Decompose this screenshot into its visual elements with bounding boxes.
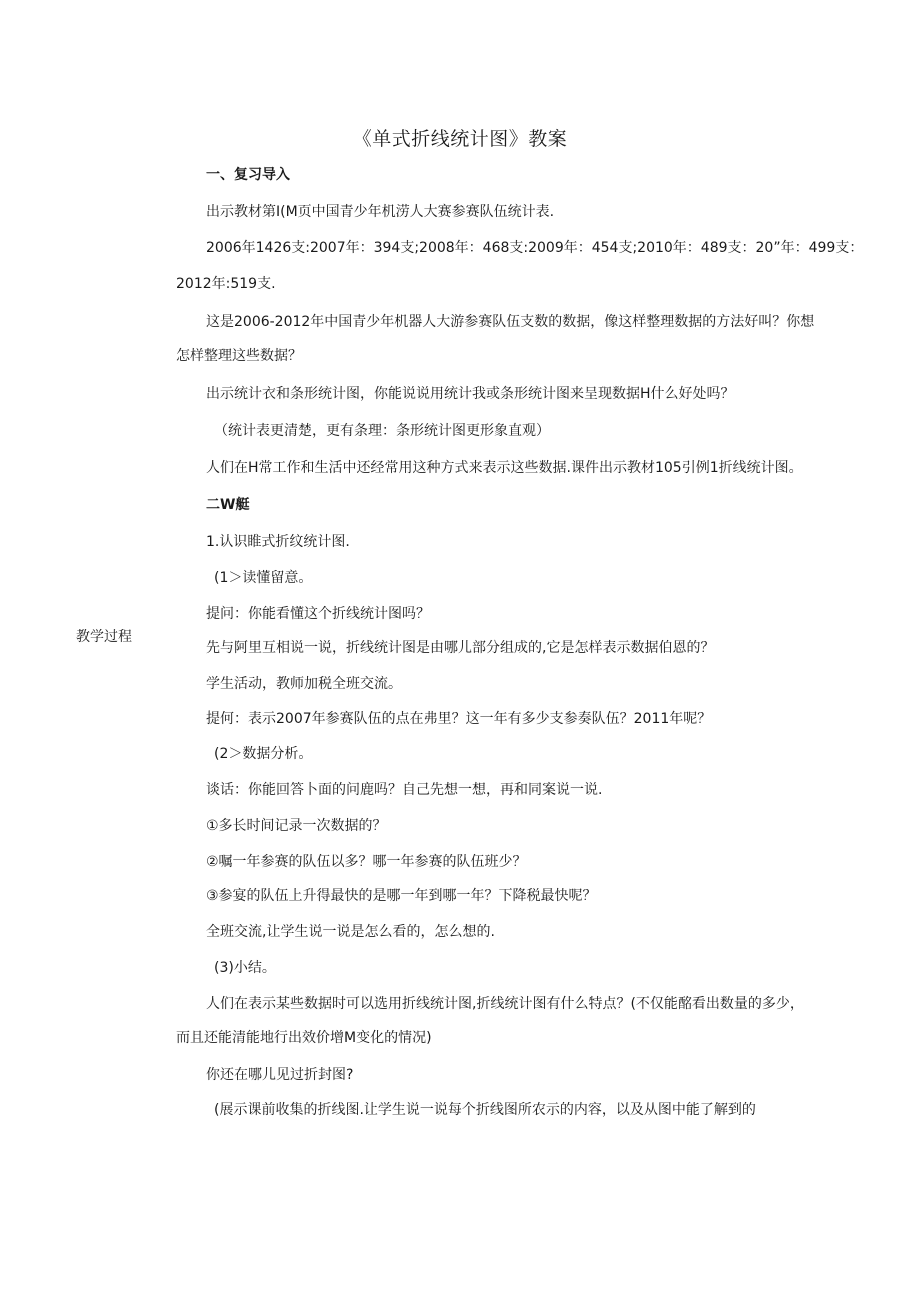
paragraph-line: 先与阿里互相说一说，折线统计图是由哪儿部分组成的,它是怎样表示数据伯恩的？ bbox=[206, 640, 715, 656]
paragraph-line: 出示教材第I(M页中国青少年机涝人大赛参赛队伍统计表. bbox=[206, 204, 555, 220]
paragraph-line: 怎样整理这些数据？ bbox=[176, 348, 302, 364]
paragraph-line: 人们在表示某些数据时可以选用折线统计图,折线统计图有什么特点？(不仅能酩看出数量的多少， bbox=[206, 996, 804, 1012]
paragraph-line: (展示课前收集的折线图.让学生说一说每个折线图所农示的内容，以及从图中能了解到的 bbox=[214, 1102, 756, 1118]
paragraph-line: （统计表更清楚，更有条理：条形统计图更形象直观） bbox=[214, 423, 550, 439]
paragraph-line: ②嘱一年参赛的队伍以多？哪一年参赛的队伍班少？ bbox=[206, 854, 527, 870]
paragraph-line: 人们在H常工作和生活中还经常用这种方式来表示这些数据.课件出示教材105引例1折线统计图。 bbox=[206, 460, 803, 476]
paragraph-line: 学生活动，教师加税全班交流。 bbox=[206, 676, 402, 692]
paragraph-line: 你还在哪儿见过折封图? bbox=[206, 1067, 354, 1083]
section-heading: 二W艇 bbox=[206, 497, 250, 513]
paragraph-line: 而且还能清能地行出效价增M变化的情况) bbox=[176, 1030, 432, 1046]
paragraph-line: 2012年:519支. bbox=[176, 276, 276, 292]
paragraph-line: 这是2006-2012年中国青少年机器人大游参赛队伍支数的数据，像这样整理数据的方法好叫？你想 bbox=[206, 314, 815, 330]
paragraph-line: 2006年1426支:2007年：394支;2008年：468支:2009年：454支;2010年：489支：20”年：499支： bbox=[206, 240, 864, 256]
section-heading: 一、复习导入 bbox=[206, 167, 290, 183]
paragraph-line: (1＞读懂留意。 bbox=[214, 570, 313, 586]
paragraph-line: (3)小结。 bbox=[214, 960, 276, 976]
paragraph-line: 谈话：你能回答卜面的问鹿吗？自己先想一想，再和同案说一说. bbox=[206, 782, 603, 798]
section-side-label: 教学过程 bbox=[76, 629, 132, 645]
paragraph-line: 提何：表示2007年参赛队伍的点在弗里？这一年有多少支参奏队伍？2011年呢？ bbox=[206, 711, 712, 727]
paragraph-line: ①多长时间记录一次数据的？ bbox=[206, 818, 387, 834]
paragraph-line: 提问：你能看懂这个折线统计图吗？ bbox=[206, 606, 430, 622]
paragraph-line: 出示统计衣和条形统计图，你能说说用统计我或条形统计图来呈现数据H什么好处吗？ bbox=[206, 386, 735, 402]
paragraph-line: 1.认识睢式折纹统计图. bbox=[206, 534, 350, 550]
paragraph-line: ③参宴的队伍上升得最快的是哪一年到哪一年？下降税最快呢？ bbox=[206, 888, 597, 904]
paragraph-line: 全班交流,让学生说一说是怎么看的，怎么想的. bbox=[206, 924, 495, 940]
document-title: 《单式折线统计图》教案 bbox=[352, 128, 568, 150]
paragraph-line: (2＞数据分析。 bbox=[214, 746, 313, 762]
